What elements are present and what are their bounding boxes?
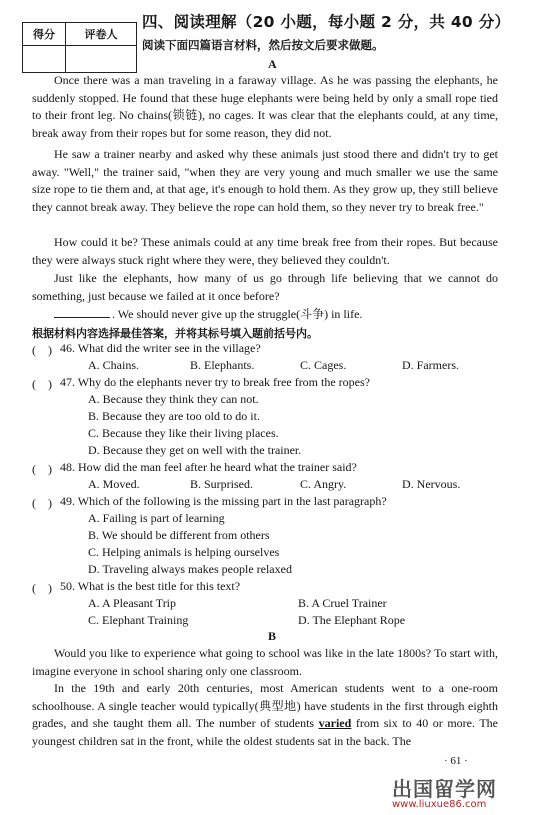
passage-a-paragraph: How could it be? These animals could at any time break free from their ropes. But because they were always stuck right where they were, they believed they couldn't. <box>32 235 498 267</box>
passage-a-paragraph: Just like the elephants, how many of us go through life believing that we cannot do something, just because we failed at it once before? <box>32 271 498 303</box>
score-table <box>22 22 137 73</box>
gap-sentence-text: . We should never give up the struggle(斗争) in life. <box>112 307 363 321</box>
grader-label: 评卷人 <box>66 23 137 46</box>
option-a: A. Chains. <box>88 358 139 372</box>
score-label: 得分 <box>23 23 66 46</box>
option-a: A. Failing is part of learning <box>88 511 225 525</box>
score-cell <box>23 46 66 73</box>
option-b: B. Elephants. <box>190 358 255 372</box>
option-a: A. Because they think they can not. <box>88 392 259 406</box>
option-b: B. Surprised. <box>190 477 253 491</box>
section-instruction: 阅读下面四篇语言材料，然后按文后要求做题。 <box>142 38 384 52</box>
passage-b-text: from six to 40 or more. The youngest children sat in the front, while the oldest students sat in the back. The <box>32 716 498 748</box>
option-c: C. Helping animals is helping ourselves <box>88 545 280 559</box>
answer-paren[interactable]: ( ) <box>32 343 52 357</box>
option-c: C. Cages. <box>300 358 347 372</box>
passage-b-text: In the 19th and early 20th centuries, most American students went to a one-room schoolhouse. A single teacher would typically(典型地) have students in the first through eighth grades, and she taught them all. The number of students <box>32 681 498 731</box>
question-stem: 50. What is the best title for this text? <box>60 579 241 593</box>
option-c: C. Because they like their living places. <box>88 426 279 440</box>
option-d: D. The Elephant Rope <box>298 613 406 627</box>
watermark-url: www.liuxue86.com <box>392 799 487 810</box>
option-d: D. Because they get on well with the trainer. <box>88 443 302 457</box>
option-a: A. A Pleasant Trip <box>88 596 177 610</box>
answer-paren[interactable]: ( ) <box>32 462 52 476</box>
option-b: B. Because they are too old to do it. <box>88 409 260 423</box>
option-a: A. Moved. <box>88 477 140 491</box>
option-c: C. Angry. <box>300 477 347 491</box>
option-b: B. A Cruel Trainer <box>298 596 387 610</box>
passage-b-paragraph: Would you like to experience what going to school was like in the late 1800s? To start with, imagine everyone in school sharing only one classroom. <box>32 646 498 678</box>
option-d: D. Nervous. <box>402 477 461 491</box>
passage-b-paragraph <box>32 680 498 750</box>
section-title: 四、阅读理解（20 小题，每小题 2 分，共 40 分） <box>142 13 511 31</box>
passage-a-letter: A <box>268 57 277 71</box>
question-stem: 46. What did the writer see in the village? <box>60 341 261 355</box>
question-stem: 49. Which of the following is the missing part in the last paragraph? <box>60 494 387 508</box>
watermark-text: 出国留学网 <box>392 777 497 801</box>
page-number: · 61 · <box>444 755 468 767</box>
answer-paren[interactable]: ( ) <box>32 377 52 391</box>
option-c: C. Elephant Training <box>88 613 189 627</box>
answer-blank <box>54 307 110 318</box>
passage-a-paragraph: He saw a trainer nearby and asked why these animals just stood there and didn't try to get away. "Well," the trainer said, "when they are very young and much smaller we use the same size rope to tie them and, at that age, it's enough to hold them. As they grow up, they still believe they cannot break away. They believe the rope can hold them, so they never try to break free." <box>32 147 498 214</box>
answer-paren[interactable]: ( ) <box>32 496 52 510</box>
passage-a-paragraph: Once there was a man traveling in a faraway village. As he was passing the elephants, he suddenly stopped. He found that these huge elephants were being held by only a small rope tied to their front leg. No chains(锁链), no cages. It was clear that the elephants could, at any time, break away from their ropes but for some reason, they did not. <box>32 73 498 140</box>
underlined-word: varied <box>318 716 352 731</box>
watermark <box>392 773 497 810</box>
question-stem: 48. How did the man feel after he heard what the trainer said? <box>60 460 357 474</box>
option-d: D. Traveling always makes people relaxed <box>88 562 292 576</box>
option-d: D. Farmers. <box>402 358 459 372</box>
questions-instruction: 根据材料内容选择最佳答案，并将其标号填入题前括号内。 <box>32 327 318 340</box>
passage-b-letter: B <box>268 629 277 643</box>
option-b: B. We should be different from others <box>88 528 270 542</box>
grader-cell <box>66 46 137 73</box>
answer-paren[interactable]: ( ) <box>32 581 52 595</box>
gap-sentence <box>54 305 362 322</box>
question-stem: 47. Why do the elephants never try to break free from the ropes? <box>60 375 370 389</box>
